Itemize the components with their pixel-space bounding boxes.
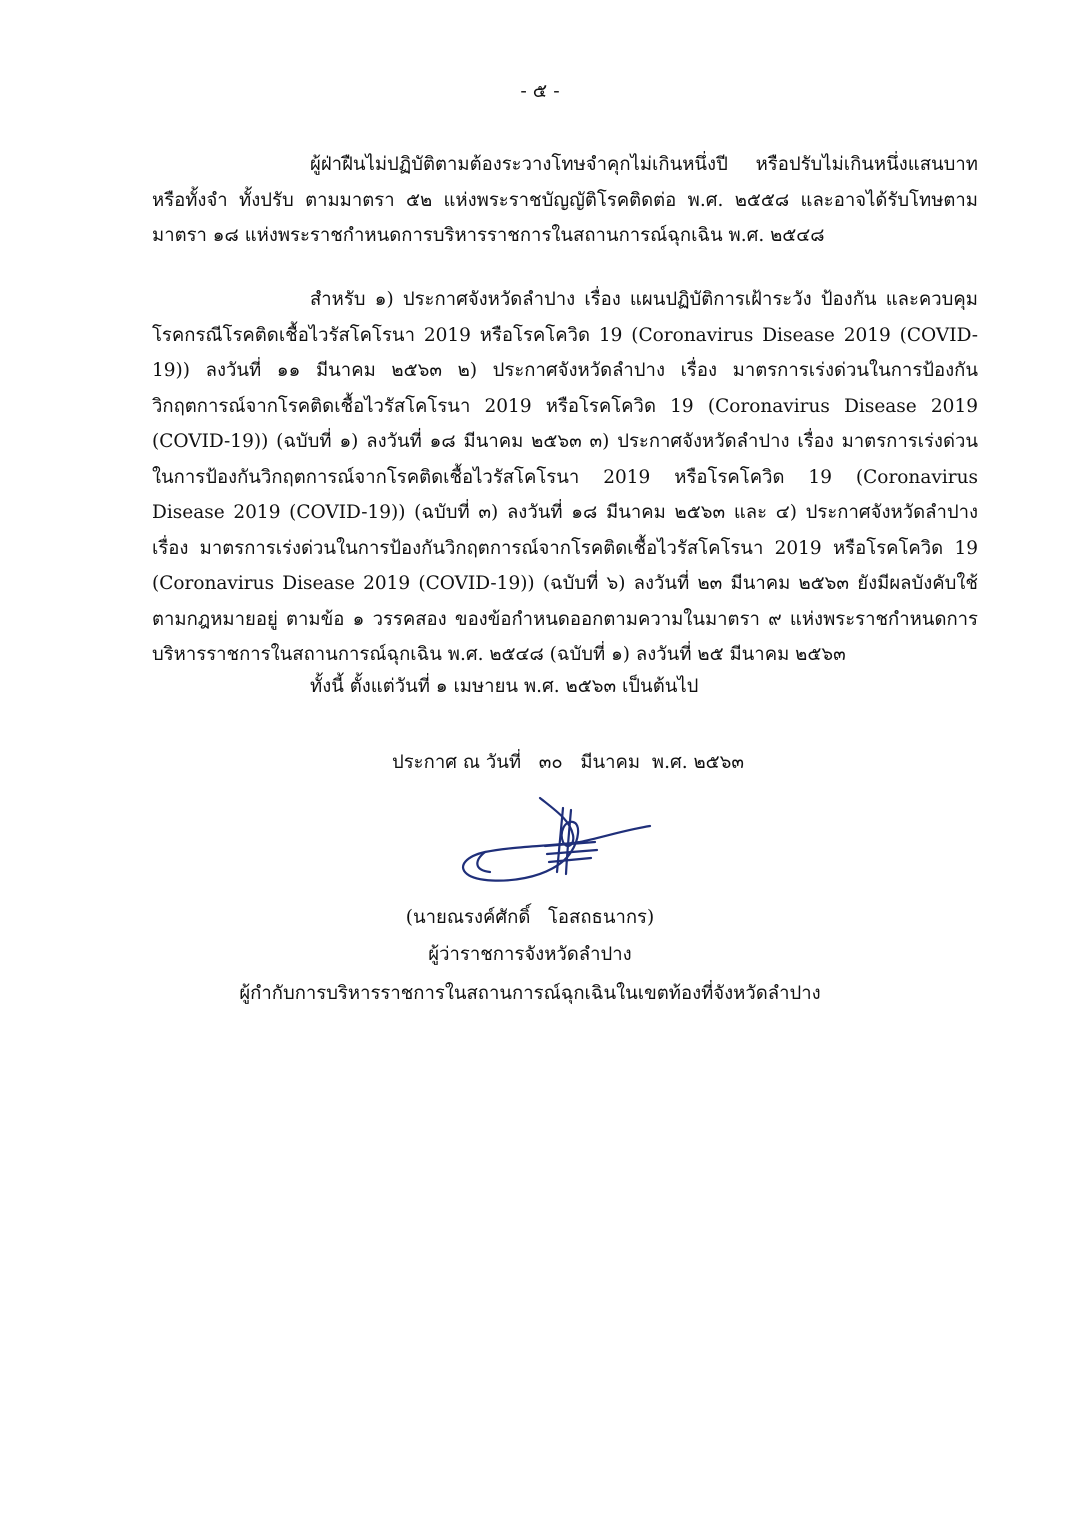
signer-name: (นายณรงค์ศักดิ์ โอสถธนากร) [405, 907, 655, 928]
penalty-paragraph: ผู้ฝ่าฝืนไม่ปฏิบัติตามต้องระวางโทษจำคุกไม่เกินหนึ่งปี หรือปรับไม่เกินหนึ่งแสนบาท หรือทั้งจำ ทั้งปรับ ตามมาตรา ๕๒ แห่งพระราชบัญญัติโรคติดต่อ พ.ศ. ๒๕๕๘ และอาจได้รับโทษตามมาตรา ๑๘ แห่งพระราชกำหนดการบริหารราชการในสถานการณ์ฉุกเฉิน พ.ศ. ๒๕๔๘ [152, 154, 978, 246]
references-paragraph: สำหรับ ๑) ประกาศจังหวัดลำปาง เรื่อง แผนปฏิบัติการเฝ้าระวัง ป้องกัน และควบคุมโรคกรณีโรคติดเชื้อไวรัสโคโรนา 2019 หรือโรคโควิด 19 (Coronavirus Disease 2019 (COVID-19)) ลงวันที่ ๑๑ มีนาคม ๒๕๖๓ ๒) ประกาศจังหวัดลำปาง เรื่อง มาตรการเร่งด่วนในการป้องกันวิกฤตการณ์จากโรคติดเชื้อไวรัสโคโรนา 2019 หรือโรคโควิด 19 (Coronavirus Disease 2019 (COVID-19)) (ฉบับที่ ๑) ลงวันที่ ๑๘ มีนาคม ๒๕๖๓ ๓) ประกาศจังหวัดลำปาง เรื่อง มาตรการเร่งด่วนในการป้องกันวิกฤตการณ์จากโรคติดเชื้อไวรัสโคโรนา 2019 หรือโรคโควิด 19 (Coronavirus Disease 2019 (COVID-19)) (ฉบับที่ ๓) ลงวันที่ ๑๘ มีนาคม ๒๕๖๓ และ ๔) ประกาศจังหวัดลำปาง เรื่อง มาตรการเร่งด่วนในการป้องกันวิกฤตการณ์จากโรคติดเชื้อไวรัสโคโรนา 2019 หรือโรคโควิด 19 (Coronavirus Disease 2019 (COVID-19)) (ฉบับที่ ๖) ลงวันที่ ๒๓ มีนาคม ๒๕๖๓ ยังมีผลบังคับใช้ตามกฎหมายอยู่ ตามข้อ ๑ วรรคสอง ของข้อกำหนดออกตามความในมาตรา ๙ แห่งพระราชกำหนดการบริหารราชการในสถานการณ์ฉุกเฉิน พ.ศ. ๒๕๔๘ (ฉบับที่ ๑) ลงวันที่ ๒๕ มีนาคม ๒๕๖๓ [152, 289, 978, 665]
signer-title: ผู้ว่าราชการจังหวัดลำปาง [428, 944, 632, 965]
handwritten-signature [445, 790, 675, 910]
signer-role: ผู้กำกับการบริหารราชการในสถานการณ์ฉุกเฉินในเขตท้องที่จังหวัดลำปาง [239, 983, 821, 1004]
effective-date-line: ทั้งนี้ ตั้งแต่วันที่ ๑ เมษายน พ.ศ. ๒๕๖๓ เป็นต้นไป [310, 676, 699, 697]
announcement-date-line: ประกาศ ณ วันที่ ๓๐ มีนาคม พ.ศ. ๒๕๖๓ [392, 752, 745, 773]
page-number: - ๕ - [520, 80, 560, 102]
